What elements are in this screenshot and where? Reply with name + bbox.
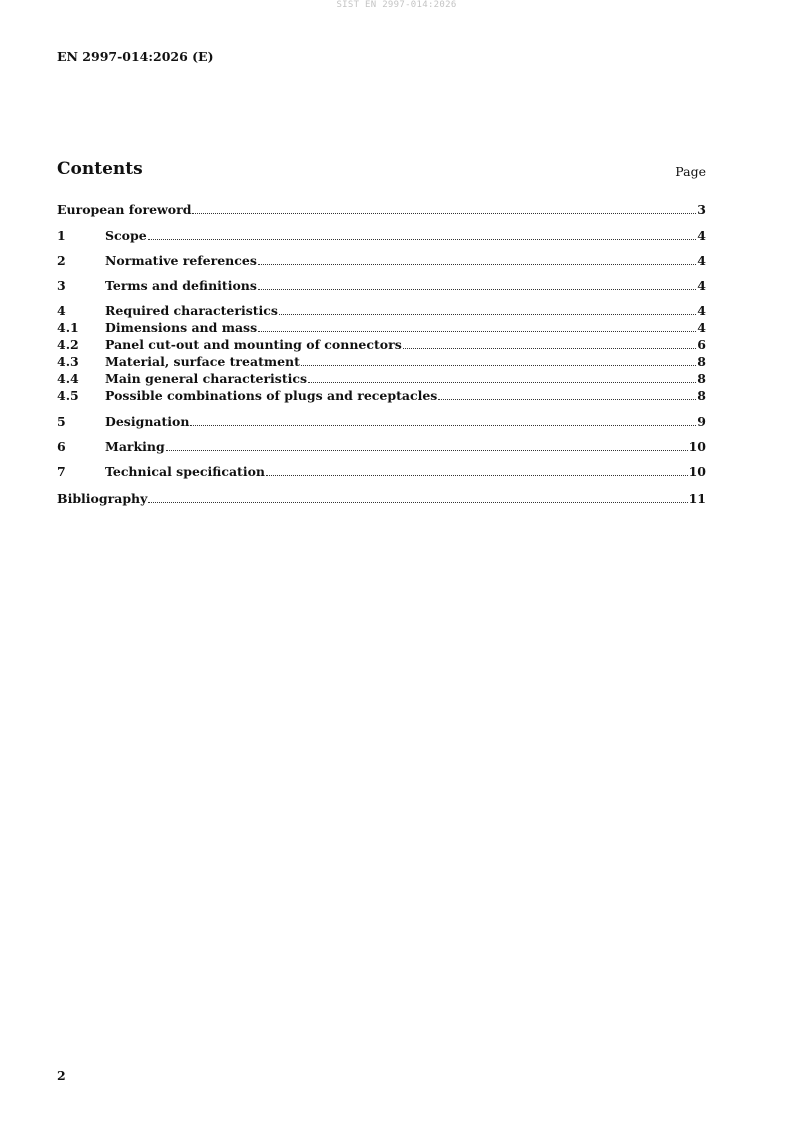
toc-entry-number: 4	[57, 303, 66, 318]
toc-entry-title: Scope	[105, 228, 147, 243]
toc-entry-title: Technical specification	[105, 464, 266, 479]
contents-title: Contents	[57, 159, 143, 179]
toc-entry-material-surface-treatment[interactable]	[57, 353, 706, 370]
document-id: EN 2997-014:2026 (E)	[57, 49, 214, 64]
page-column-heading: Page	[675, 164, 706, 179]
toc-entry-number: 1	[57, 228, 66, 243]
toc-entry-page: 10	[688, 439, 706, 454]
toc-entry-title: Normative references	[105, 253, 257, 268]
toc-entry-normative-references[interactable]	[57, 252, 706, 269]
toc-entry-number: 4.5	[57, 388, 79, 403]
toc-entry-title: Bibliography	[57, 491, 148, 506]
toc-entry-page: 8	[697, 371, 706, 386]
toc-leader-dots	[148, 501, 687, 503]
toc-leader-dots	[192, 212, 696, 214]
toc-entry-title: Possible combinations of plugs and receptacles	[105, 388, 438, 403]
toc-leader-dots	[148, 238, 697, 240]
toc-entry-terms-and-definitions[interactable]	[57, 277, 706, 294]
toc-entry-page: 4	[697, 253, 706, 268]
toc-leader-dots	[403, 347, 697, 349]
toc-entry-page: 11	[688, 491, 706, 506]
toc-entry-scope[interactable]	[57, 227, 706, 244]
toc-entry-page: 8	[697, 354, 706, 369]
toc-entry-title: Marking	[105, 439, 165, 454]
toc-entry-number: 2	[57, 253, 66, 268]
toc-entry-bibliography[interactable]	[57, 490, 706, 507]
toc-entry-number: 4.3	[57, 354, 79, 369]
toc-entry-title: Dimensions and mass	[105, 320, 258, 335]
toc-entry-page: 8	[697, 388, 706, 403]
footer-page-number: 2	[57, 1068, 66, 1083]
toc-leader-dots	[266, 474, 688, 476]
toc-entry-title: Main general characteristics	[105, 371, 308, 386]
toc-entry-technical-specification[interactable]	[57, 463, 706, 480]
toc-entry-page: 6	[697, 337, 706, 352]
toc-entry-title: Designation	[105, 414, 190, 429]
toc-entry-number: 5	[57, 414, 66, 429]
toc-entry-title: Terms and definitions	[105, 278, 257, 293]
watermark: SIST EN 2997-014:2026	[336, 0, 457, 10]
toc-entry-title: European foreword	[57, 202, 192, 217]
toc-entry-number: 4.2	[57, 337, 79, 352]
toc-entry-page: 4	[697, 320, 706, 335]
toc-entry-dimensions-and-mass[interactable]	[57, 319, 706, 336]
toc-entry-title: Material, surface treatment	[105, 354, 300, 369]
toc-entry-page: 9	[697, 414, 706, 429]
toc-entry-title: Required characteristics	[105, 303, 278, 318]
toc-entry-marking[interactable]	[57, 438, 706, 455]
toc-entry-european-foreword[interactable]	[57, 201, 706, 218]
toc-entry-number: 6	[57, 439, 66, 454]
toc-entry-number: 4.1	[57, 320, 79, 335]
toc-entry-panel-cut-out[interactable]	[57, 336, 706, 353]
toc-entry-number: 7	[57, 464, 66, 479]
toc-entry-possible-combinations[interactable]	[57, 387, 706, 404]
toc-entry-page: 4	[697, 303, 706, 318]
toc-entry-number: 4.4	[57, 371, 79, 386]
toc-entry-designation[interactable]	[57, 413, 706, 430]
toc-leader-dots	[258, 263, 696, 265]
toc-leader-dots	[166, 449, 688, 451]
toc-entry-page: 4	[697, 228, 706, 243]
toc-entry-page: 3	[697, 202, 706, 217]
toc-entry-number: 3	[57, 278, 66, 293]
toc-entry-main-general-characteristics[interactable]	[57, 370, 706, 387]
toc-leader-dots	[190, 424, 696, 426]
toc-leader-dots	[258, 288, 696, 290]
toc-entry-required-characteristics[interactable]	[57, 302, 706, 319]
toc-entry-page: 4	[697, 278, 706, 293]
toc-leader-dots	[308, 381, 696, 383]
toc-leader-dots	[301, 364, 696, 366]
toc-leader-dots	[279, 313, 696, 315]
toc-entry-title: Panel cut-out and mounting of connectors	[105, 337, 402, 352]
toc-entry-page: 10	[688, 464, 706, 479]
toc-leader-dots	[438, 398, 696, 400]
toc-leader-dots	[258, 330, 696, 332]
